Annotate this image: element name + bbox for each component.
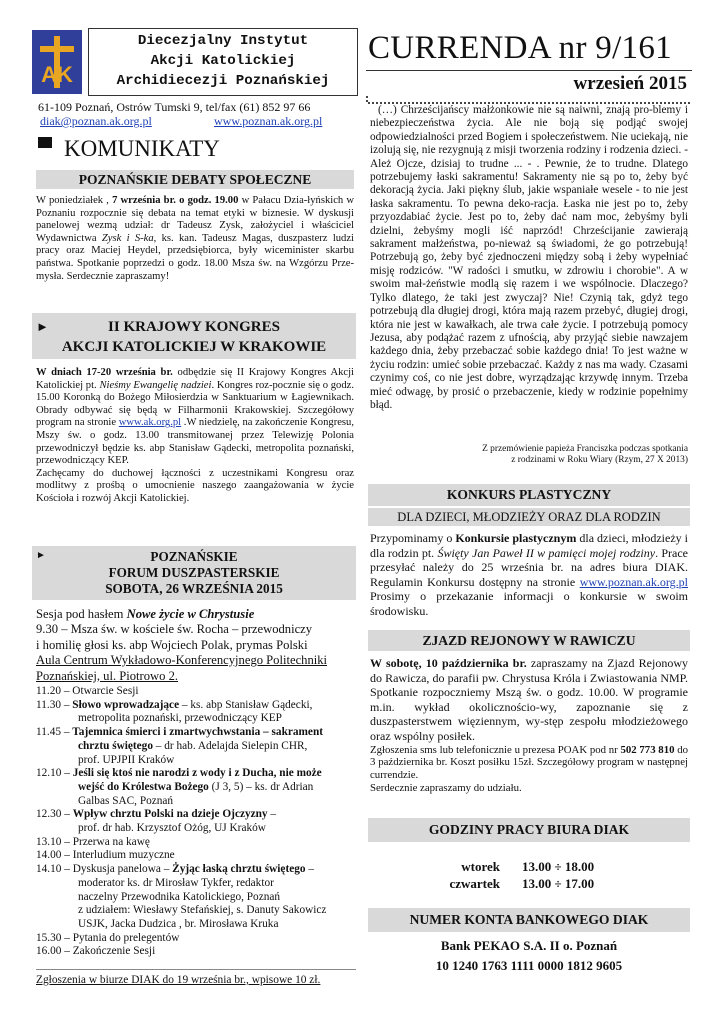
logo-text: AK bbox=[41, 62, 73, 87]
schedule-line: 13.10 – Przerwa na kawę bbox=[36, 835, 150, 848]
poznan-ak-link[interactable]: www.poznan.ak.org.pl bbox=[579, 574, 688, 589]
forum-registration: Zgłoszenia w biurze DIAK do 19 września br., wpisowe 10 zł. bbox=[36, 974, 321, 986]
website-link[interactable]: www.poznan.ak.org.pl bbox=[214, 114, 323, 128]
bank-name: Bank PEKAO S.A. II o. Poznań bbox=[440, 938, 618, 953]
schedule-line: 11.30 – Słowo wprowadzające – ks. abp Stanisław Gądecki, bbox=[36, 698, 313, 711]
header-title-rule bbox=[366, 70, 692, 71]
konkurs-heading: KONKURS PLASTYCZNY bbox=[368, 484, 690, 506]
institute-line-3: Archidiecezji Poznańskiej bbox=[116, 73, 330, 89]
schedule-line: prof. UPJPII Kraków bbox=[78, 753, 175, 766]
schedule-line: moderator ks. dr Mirosław Tykfer, redaktor bbox=[78, 876, 274, 889]
forum-intro: Sesja pod hasłem Nowe życie w Chrystusie 9.30 – Msza św. w kościele św. Rocha – przewodniczy i homilię głosi ks. abp Wojciech Polak, prymas Polski Aula Centrum Wykładowo-Konferencyjnego Politechniki Poznańskiej, ul. Piotrowo 2. bbox=[36, 607, 328, 683]
godziny-heading: GODZINY PRACY BIURA DIAK bbox=[368, 818, 690, 842]
bank-account-number: 10 1240 1763 1111 0000 1812 9605 bbox=[435, 958, 623, 973]
forum-heading: ► POZNAŃSKIE FORUM DUSZPASTERSKIE SOBOTA, 26 WRZEŚNIA 2015 bbox=[32, 546, 356, 600]
hours-row: czwartek 13.00 ÷ 17.00 bbox=[449, 876, 595, 891]
ak-org-link[interactable]: www.ak.org.pl bbox=[118, 417, 182, 429]
triangle-bullet-icon: ► bbox=[36, 550, 46, 561]
konkurs-text: Przypominamy o Konkursie plastycznym dla dzieci, młodzieży i dla rodzin pt. Święty Jan Paweł II w pamięci mojej rodziny. Prace przesyłać należy do 25 września br. na adres biura DIAK. Regulamin Konkursu dostępny na stronie www.poznan.ak.org.pl Prosimy o przekazanie informacji o konkursie w swoim środowisku. bbox=[370, 531, 689, 618]
institute-name-box bbox=[88, 28, 358, 96]
kongres-title-line1: II KRAJOWY KONGRES bbox=[108, 319, 280, 335]
schedule-line: z udziałem: Wiesławy Stefańskiej, s. Danuty Sakowicz bbox=[78, 904, 327, 917]
schedule-line: 14.00 – Interludium muzyczne bbox=[36, 849, 175, 862]
issue-month: wrzesień 2015 bbox=[573, 73, 687, 94]
logo bbox=[32, 30, 82, 94]
komunikaty-bullet bbox=[38, 137, 52, 148]
institute-line-1: Diecezjalny Instytut bbox=[137, 33, 309, 49]
schedule-line: 12.30 – Wpływ chrztu Polski na dzieje Ojczyzny – bbox=[36, 808, 277, 821]
pope-quote: (…) Chrześcijańscy małżonkowie nie są naiwni, znają pro-blemy i niebezpieczeństwa życia. Ale nie boją się podjąć swojej odpowiedzialności przed Bogiem i społeczeństwem. Nie uciekają, nie izolują się, nie rezygnują z misji tworzenia rodziny i rodzenia dzieci. - Ależ Ojcze, dzisiaj to trudne ... - . Pewnie, że to trudne. Dlatego potrzebujemy łaski sakramentu! Sakramenty nie są po to, żeby być dekoracją życia. Jaki piękny ślub, jakie wspaniałe wesele - to nie jest łaska sakramentu. To pewna deko-racja. Łaska nie jest po to, żeby przyozdabiać życie. Jest po to, żeby dać nam moc, żebyśmy byli dzielni, żebyśmy mogli iść naprzód! Chrześcijanie zawierają sakrament małżeństwa, po-nieważ są świadomi, że go potrzebują! Potrzebują go, żeby być zjednoczeni między sobą i żeby wypełniać misję rodziców. "W radości i smutku, w zdrowiu i chorobie". A w swoim mał-żeństwie modlą się razem i we wspólnocie. Dlaczego? Tylko dlatego, że taki jest zwyczaj? Nie! Czynią tak, gdyż tego potrzebują dla długiej drogi, która mają razem przebyć, długiej drogi, która nie jest w kawałkach, ale trwa całe życie. I potrzebują pomocy Jezusa, aby podążać razem z ufnością, aby przyjąć siebie nawzajem każdego dnia, żeby przebaczać sobie każdego dnia! To jest ważne w życiu rodzin: umieć sobie przebaczać. Każdy z nas ma wady. Czasami czynimy coś, co nie jest dobre, wyrządzając krzywdę innym. Trzeba mieć odwagę, by prosić o przebaczenie, kiedy w rodzinie popełnimy błąd. bbox=[370, 104, 688, 411]
debaty-text: W poniedziałek , 7 września br. o godz. 19.00 w Pałacu Dzia-łyńskich w Poznaniu rozpocznie się debata na temat etyki w biznesie. W dyskusji panelowej wezmą udział: dr Tadeusz Zysk, założyciel i właściciel Wydawnictwa Zysk i S-ka, ks. kan. Tadeusz Magas, duszpasterz ludzi pracy oraz Maciej Heydel, przedsiębiorca, były wiceminister skarbu państwa. Spotkanie poprzedzi o godz. 18.00 Msza św. na Wzgórzu Prze-mysła. Serdecznie zapraszamy! bbox=[36, 195, 354, 282]
schedule-line: prof. dr hab. Krzysztof Ożóg, UJ Kraków bbox=[78, 822, 266, 835]
konto-heading: NUMER KONTA BANKOWEGO DIAK bbox=[368, 908, 690, 932]
schedule-line: Galbas SAC, Poznań bbox=[78, 794, 174, 807]
page-title: CURRENDA nr 9/161 bbox=[368, 30, 672, 66]
schedule-line: 11.45 – Tajemnica śmierci i zmartwychwstania – sakrament bbox=[36, 726, 323, 739]
kongres-title-line2: AKCJI KATOLICKIEJ W KRAKOWIE bbox=[61, 339, 327, 355]
schedule-line: naczelny Przewodnika Katolickiego, Poznań bbox=[78, 890, 281, 903]
address: 61-109 Poznań, Ostrów Tumski 9, tel/fax (61) 852 97 66 bbox=[38, 100, 311, 114]
zjazd-text: W sobotę, 10 października br. zapraszamy na Zjazd Rejonowy do Rawicza, do parafii pw. Chrystusa Króla i Zwiastowania NMP. Spotkanie rozpoczniemy Mszą św. o godz. 10.00. W programie m.in. wykład okolicznościo-wy, zapoznanie się z duszpasterstwem więziennym, wy-stęp zespołu młodzieżowego oraz wspólny posiłek. Zgłoszenia sms lub telefonicznie u prezesa POAK pod nr 502 773 810 do 3 października br. Koszt posiłku 15zł. Szczegółowy program w następnej currendzie. Serdecznie zapraszamy do udziału. bbox=[370, 656, 689, 794]
debaty-heading: POZNAŃSKIE DEBATY SPOŁECZNE bbox=[36, 170, 354, 189]
logo-emblem-icon bbox=[32, 30, 82, 94]
forum-divider bbox=[36, 969, 356, 970]
godziny-table bbox=[368, 858, 690, 892]
schedule-line: USJK, Jacka Dudzica , br. Mirosława Kruka bbox=[78, 917, 279, 930]
schedule-line: 14.10 – Dyskusja panelowa – Żyjąc łaską chrztu świętego – bbox=[36, 863, 315, 876]
kongres-heading bbox=[32, 313, 356, 359]
email-link[interactable]: diak@poznan.ak.org.pl bbox=[40, 114, 152, 128]
schedule-line: 16.00 – Zakończenie Sesji bbox=[36, 945, 156, 958]
schedule-line: metropolita poznański, przewodniczący KEP bbox=[78, 712, 282, 725]
schedule-line: 15.30 – Pytania do prelegentów bbox=[36, 931, 180, 944]
schedule-line: 12.10 – Jeśli się ktoś nie narodzi z wody i z Ducha, nie może bbox=[36, 767, 322, 780]
kongres-text: W dniach 17-20 września br. odbędzie się II Krajowy Kongres Akcji Katolickiej pt. Nieśmy Ewangelię nadziei. Kongres roz-pocznie się o godz. 15.00 Koronką do Bożego Miłosierdzia w Sanktuarium w Łagiewnikach. Obrady odbywać się będą w Filharmonii Krakowskiej. Szczegółowy program na stronie www.ak.org.pl .W niedzielę, na zakończenie Kongresu, Mszy św. o godz. 13.00 transmitowanej przez Telewizję Polonia przewodniczył będzie ks. abp Stanisław Gądecki, metropolita poznański, przewodniczący KEP. Zachęcamy do duchowej łączności z uczestnikami Kongresu oraz modlitwy z prośbą o umocnienie naszego zaangażowania w życie Kościoła i rozwój Akcji Katolickiej. bbox=[36, 367, 355, 504]
schedule-line: 11.20 – Otwarcie Sesji bbox=[36, 685, 139, 697]
triangle-bullet-icon: ► bbox=[36, 319, 49, 334]
forum-schedule bbox=[36, 685, 358, 959]
institute-line-2: Akcji Katolickiej bbox=[150, 53, 296, 69]
komunikaty-heading: KOMUNIKATY bbox=[64, 136, 220, 161]
quote-source: Z przemówienie papieża Franciszka podczas spotkania z rodzinami w Roku Wiary (Rzym, 27 X 2013) bbox=[482, 444, 688, 466]
schedule-line: chrztu świętego – dr hab. Adelajda Sielepin CHR, bbox=[78, 739, 308, 752]
konkurs-subtitle: DLA DZIECI, MŁODZIEŻY ORAZ DLA RODZIN bbox=[368, 508, 690, 526]
zjazd-heading: ZJAZD REJONOWY W RAWICZU bbox=[368, 630, 690, 651]
schedule-line: wejść do Królestwa Bożego (J 3, 5) – ks. dr Adrian bbox=[78, 780, 314, 793]
hours-row: wtorek 13.00 ÷ 18.00 bbox=[461, 859, 595, 874]
